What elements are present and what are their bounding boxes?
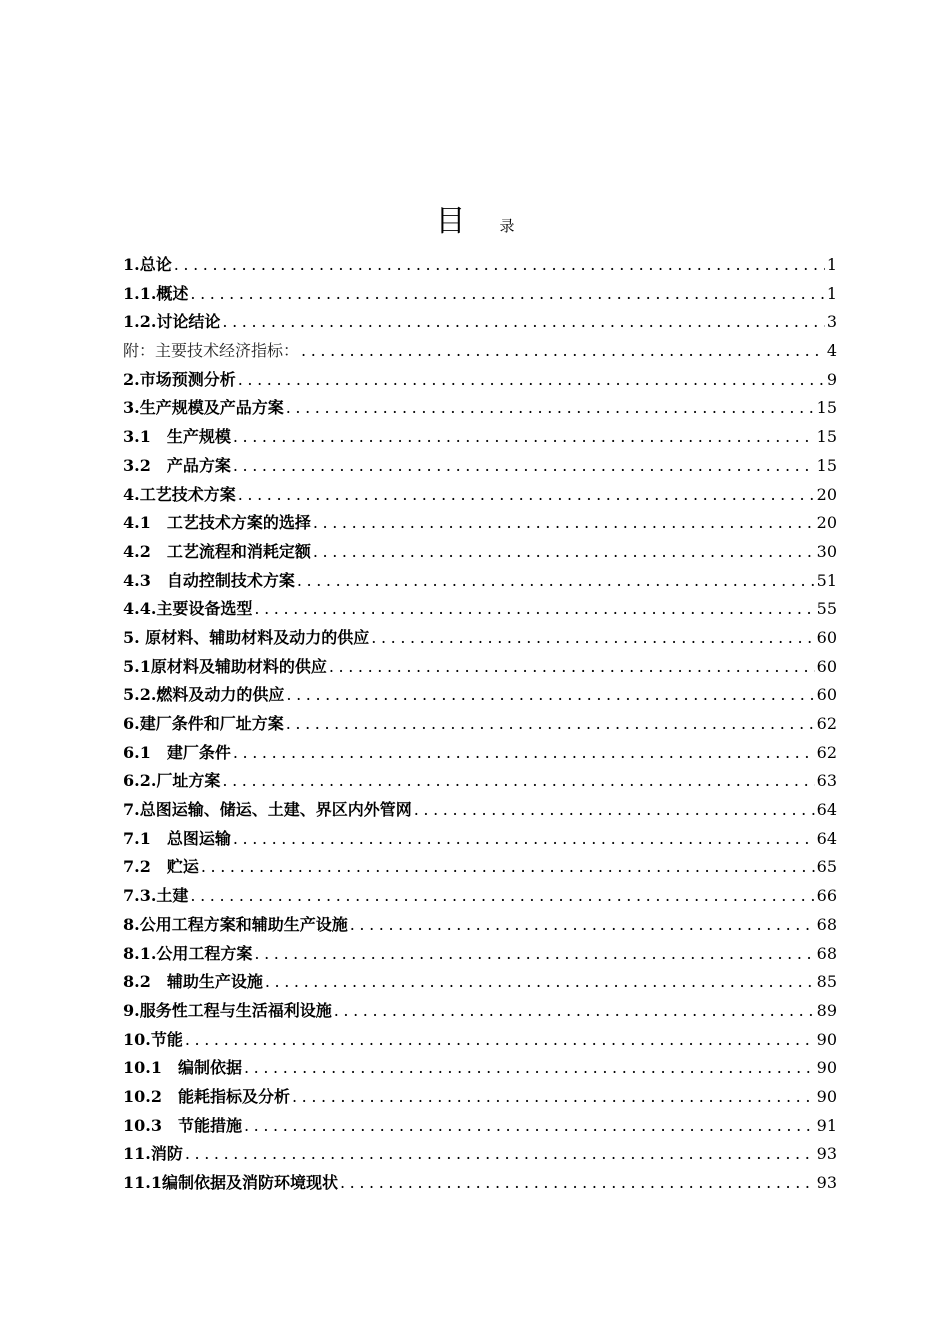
toc-dot-leader <box>238 481 815 510</box>
toc-dot-leader <box>244 1112 815 1141</box>
toc-entry-page-number: 90 <box>816 1058 837 1078</box>
toc-entry-label: 3.生产规模及产品方案 <box>123 398 284 418</box>
toc-entry[interactable] <box>123 280 837 309</box>
toc-entry-label: 6.建厂条件和厂址方案 <box>123 714 284 733</box>
toc-entry-label: 附：主要技术经济指标： <box>123 341 300 361</box>
toc-entry-label: 4.1 工艺技术方案的选择 <box>123 513 311 533</box>
toc-entry-label: 4.工艺技术方案 <box>123 484 236 504</box>
toc-entry-page-number: 90 <box>816 1029 837 1049</box>
toc-entry-page-number: 68 <box>816 943 837 963</box>
toc-entry[interactable] <box>123 1083 837 1112</box>
toc-entry[interactable] <box>123 739 837 768</box>
toc-entry[interactable] <box>123 394 837 423</box>
toc-entry-page-number: 63 <box>816 771 837 791</box>
toc-entry[interactable] <box>123 825 837 854</box>
toc-entry[interactable] <box>123 423 837 452</box>
toc-dot-leader <box>174 251 825 280</box>
toc-entry-label: 4.3 自动控制技术方案 <box>123 570 295 590</box>
toc-entry-label: 10.2 能耗指标及分析 <box>123 1086 290 1106</box>
toc-dot-leader <box>222 767 814 796</box>
toc-dot-leader <box>233 452 815 481</box>
toc-entry[interactable] <box>123 308 837 337</box>
toc-entry-page-number: 60 <box>816 685 837 705</box>
table-of-contents <box>123 251 837 1198</box>
toc-dot-leader <box>297 567 815 596</box>
toc-entry-label: 11.消防 <box>123 1144 183 1164</box>
toc-dot-leader <box>190 882 814 911</box>
toc-dot-leader <box>190 280 824 309</box>
toc-entry-label: 5.2.燃料及动力的供应 <box>123 685 285 705</box>
toc-title-sub: 录 <box>499 217 515 235</box>
toc-entry-label: 10.1 编制依据 <box>123 1058 242 1078</box>
toc-title <box>0 196 950 239</box>
toc-entry-page-number: 68 <box>816 914 837 934</box>
toc-entry-label: 3.2 产品方案 <box>123 455 231 475</box>
toc-entry-page-number: 65 <box>816 857 837 877</box>
toc-entry-label: 3.1 生产规模 <box>123 427 231 447</box>
toc-entry[interactable] <box>123 710 837 739</box>
toc-entry-page-number: 3 <box>826 312 837 332</box>
toc-dot-leader <box>340 1169 815 1198</box>
toc-entry[interactable] <box>123 538 837 567</box>
toc-entry-page-number: 15 <box>816 398 837 418</box>
toc-entry[interactable] <box>123 1112 837 1141</box>
toc-entry[interactable] <box>123 595 837 624</box>
toc-entry[interactable] <box>123 1140 837 1169</box>
toc-entry[interactable] <box>123 337 837 366</box>
toc-entry-label: 7.3.土建 <box>123 886 189 906</box>
toc-dot-leader <box>334 997 815 1026</box>
toc-entry-page-number: 9 <box>826 369 837 389</box>
toc-entry-page-number: 55 <box>816 599 837 619</box>
toc-dot-leader <box>286 710 815 739</box>
toc-entry[interactable] <box>123 481 837 510</box>
toc-entry-label: 1.总论 <box>123 255 172 274</box>
toc-entry-page-number: 62 <box>816 742 837 762</box>
toc-entry-page-number: 62 <box>816 714 837 733</box>
toc-entry[interactable] <box>123 1169 837 1198</box>
toc-entry[interactable] <box>123 968 837 997</box>
toc-entry-label: 4.4.主要设备选型 <box>123 599 253 619</box>
toc-dot-leader <box>286 681 814 710</box>
toc-dot-leader <box>286 394 815 423</box>
toc-entry[interactable] <box>123 940 837 969</box>
toc-dot-leader <box>244 1054 815 1083</box>
toc-entry[interactable] <box>123 567 837 596</box>
toc-dot-leader <box>292 1083 815 1112</box>
toc-entry-label: 7.2 贮运 <box>123 857 199 877</box>
toc-entry-page-number: 85 <box>816 972 837 992</box>
toc-entry-label: 8.公用工程方案和辅助生产设施 <box>123 914 348 934</box>
toc-entry[interactable] <box>123 796 837 825</box>
toc-entry[interactable] <box>123 452 837 481</box>
toc-entry-label: 8.2 辅助生产设施 <box>123 972 263 992</box>
toc-entry[interactable] <box>123 681 837 710</box>
toc-dot-leader <box>329 653 815 682</box>
toc-entry[interactable] <box>123 767 837 796</box>
toc-dot-leader <box>313 538 815 567</box>
toc-entry-label: 2.市场预测分析 <box>123 369 236 389</box>
toc-entry[interactable] <box>123 653 837 682</box>
toc-entry-page-number: 60 <box>816 656 837 676</box>
toc-entry-label: 7.1 总图运输 <box>123 828 231 848</box>
toc-entry-label: 10.3 节能措施 <box>123 1115 242 1135</box>
toc-dot-leader <box>313 509 815 538</box>
toc-dot-leader <box>185 1026 815 1055</box>
toc-entry-label: 1.2.讨论结论 <box>123 312 221 332</box>
toc-dot-leader <box>233 825 815 854</box>
toc-entry-label: 11.1编制依据及消防环境现状 <box>123 1173 338 1192</box>
toc-entry[interactable] <box>123 911 837 940</box>
toc-entry-page-number: 30 <box>816 541 837 561</box>
toc-entry[interactable] <box>123 251 837 280</box>
toc-entry-page-number: 1 <box>826 283 837 303</box>
toc-entry-page-number: 60 <box>816 627 837 647</box>
toc-dot-leader <box>233 739 815 768</box>
toc-entry-page-number: 64 <box>816 800 837 820</box>
toc-entry-label: 7.总图运输、储运、土建、界区内外管网 <box>123 800 412 820</box>
toc-entry[interactable] <box>123 624 837 653</box>
toc-entry-label: 5. 原材料、辅助材料及动力的供应 <box>123 627 370 647</box>
toc-dot-leader <box>201 853 815 882</box>
toc-entry-label: 10.节能 <box>123 1029 183 1049</box>
toc-entry-label: 5.1原材料及辅助材料的供应 <box>123 656 327 676</box>
toc-entry-page-number: 91 <box>816 1115 837 1135</box>
toc-dot-leader <box>371 624 814 653</box>
toc-entry-page-number: 93 <box>816 1173 837 1192</box>
toc-entry-label: 6.2.厂址方案 <box>123 771 221 791</box>
toc-entry-page-number: 15 <box>816 427 837 447</box>
toc-entry-page-number: 20 <box>816 484 837 504</box>
toc-entry-label: 9.服务性工程与生活福利设施 <box>123 1000 332 1020</box>
toc-entry-page-number: 20 <box>816 513 837 533</box>
toc-entry[interactable] <box>123 853 837 882</box>
toc-dot-leader <box>301 337 825 366</box>
toc-dot-leader <box>222 308 824 337</box>
toc-entry[interactable] <box>123 1054 837 1083</box>
toc-entry-label: 8.1.公用工程方案 <box>123 943 253 963</box>
toc-entry-page-number: 64 <box>816 828 837 848</box>
toc-dot-leader <box>254 940 814 969</box>
toc-dot-leader <box>414 796 815 825</box>
toc-entry-label: 1.1.概述 <box>123 283 189 303</box>
toc-dot-leader <box>238 366 825 395</box>
toc-entry-page-number: 90 <box>816 1086 837 1106</box>
toc-title-main: 目 <box>435 204 466 239</box>
toc-entry-page-number: 89 <box>816 1000 837 1020</box>
toc-entry[interactable] <box>123 1026 837 1055</box>
toc-dot-leader <box>233 423 815 452</box>
toc-entry-page-number: 4 <box>826 341 837 361</box>
toc-entry-page-number: 15 <box>816 455 837 475</box>
toc-dot-leader <box>254 595 814 624</box>
toc-entry-label: 6.1 建厂条件 <box>123 742 231 762</box>
toc-entry[interactable] <box>123 509 837 538</box>
toc-entry-page-number: 1 <box>826 255 837 274</box>
toc-entry-page-number: 51 <box>816 570 837 590</box>
toc-dot-leader <box>350 911 815 940</box>
toc-dot-leader <box>265 968 815 997</box>
toc-entry[interactable] <box>123 882 837 911</box>
toc-entry-label: 4.2 工艺流程和消耗定额 <box>123 541 311 561</box>
toc-entry[interactable] <box>123 997 837 1026</box>
toc-entry[interactable] <box>123 366 837 395</box>
toc-entry-page-number: 93 <box>816 1144 837 1164</box>
toc-entry-page-number: 66 <box>816 886 837 906</box>
toc-dot-leader <box>185 1140 815 1169</box>
